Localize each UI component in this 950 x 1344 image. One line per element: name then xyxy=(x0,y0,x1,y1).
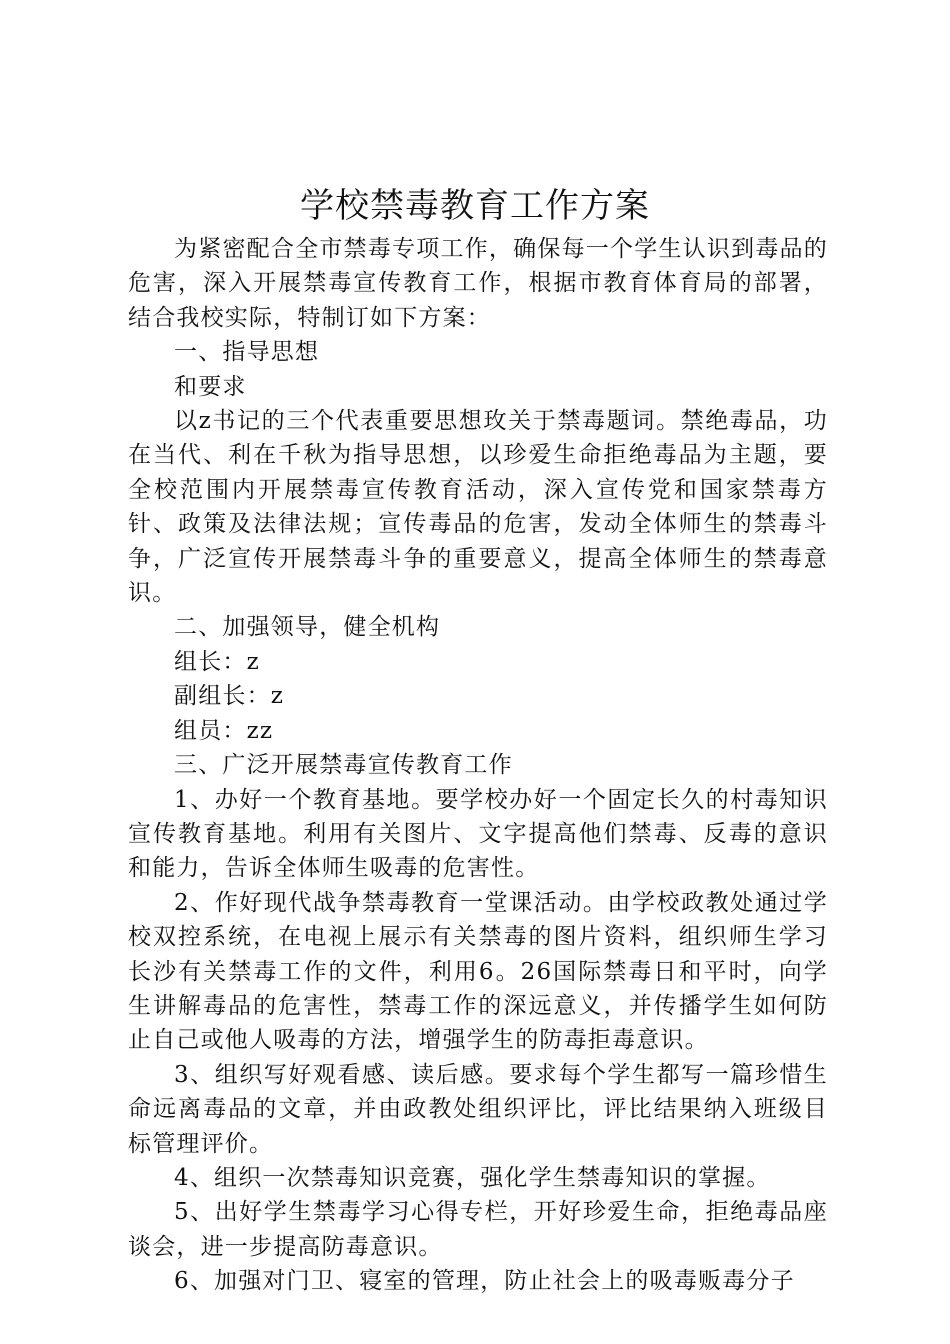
intro-paragraph: 为紧密配合全市禁毒专项工作，确保每一个学生认识到毒品的危害，深入开展禁毒宣传教育工作，根据市教育体育局的部署，结合我校实际，特制订如下方案： xyxy=(128,236,828,331)
guiding-thought-paragraph: 以z书记的三个代表重要思想玫关于禁毒题词。禁绝毒品，功在当代、利在千秋为指导思想，以珍爱生命拒绝毒品为主题，要全校范围内开展禁毒宣传教育活动，深入宣传党和国家禁毒方针、政策及法律法规；宣传毒品的危害，发动全体师生的禁毒斗争，广泛宣传开展禁毒斗争的重要意义，提高全体师生的禁毒意识。 xyxy=(128,408,828,607)
item-3-paragraph: 3、组织写好观看感、读后感。要求每个学生都写一篇珍惜生命远离毒品的文章，并由政教处组织评比，评比结果纳入班级目标管理评价。 xyxy=(128,1061,828,1157)
section-heading-guiding-thought: 一、指导思想 xyxy=(174,339,320,366)
group-leader-line: 组长：z xyxy=(174,648,260,675)
deputy-leader-line: 副组长：z xyxy=(174,683,285,710)
item-6-paragraph: 6、加强对门卫、寝室的管理，防止社会上的吸毒贩毒分子 xyxy=(174,1268,795,1295)
section-heading-education-work: 三、广泛开展禁毒宣传教育工作 xyxy=(174,752,513,779)
item-5-paragraph: 5、出好学生禁毒学习心得专栏，开好珍爱生命，拒绝毒品座谈会，进一步提高防毒意识。 xyxy=(128,1199,828,1260)
document-title: 学校禁毒教育工作方案 xyxy=(300,186,650,226)
section-heading-requirements: 和要求 xyxy=(174,373,247,400)
document-body xyxy=(128,232,828,1299)
item-4-paragraph: 4、组织一次禁毒知识竞赛，强化学生禁毒知识的掌握。 xyxy=(174,1164,771,1191)
group-members-line: 组员：zz xyxy=(174,717,274,744)
item-1-paragraph: 1、办好一个教育基地。要学校办好一个固定长久的村毒知识宣传教育基地。利用有关图片、文字提高他们禁毒、反毒的意识和能力，告诉全体师生吸毒的危害性。 xyxy=(128,786,828,882)
item-2-paragraph: 2、作好现代战争禁毒教育一堂课活动。由学校政教处通过学校双控系统，在电视上展示有关禁毒的图片资料，组织师生学习长沙有关禁毒工作的文件，利用6。26国际禁毒日和平时，向学生讲解毒品的危害性，禁毒工作的深远意义，并传播学生如何防止自己或他人吸毒的方法，增强学生的防毒拒毒意识。 xyxy=(128,889,828,1054)
section-heading-leadership: 二、加强领导，健全机构 xyxy=(174,614,441,641)
